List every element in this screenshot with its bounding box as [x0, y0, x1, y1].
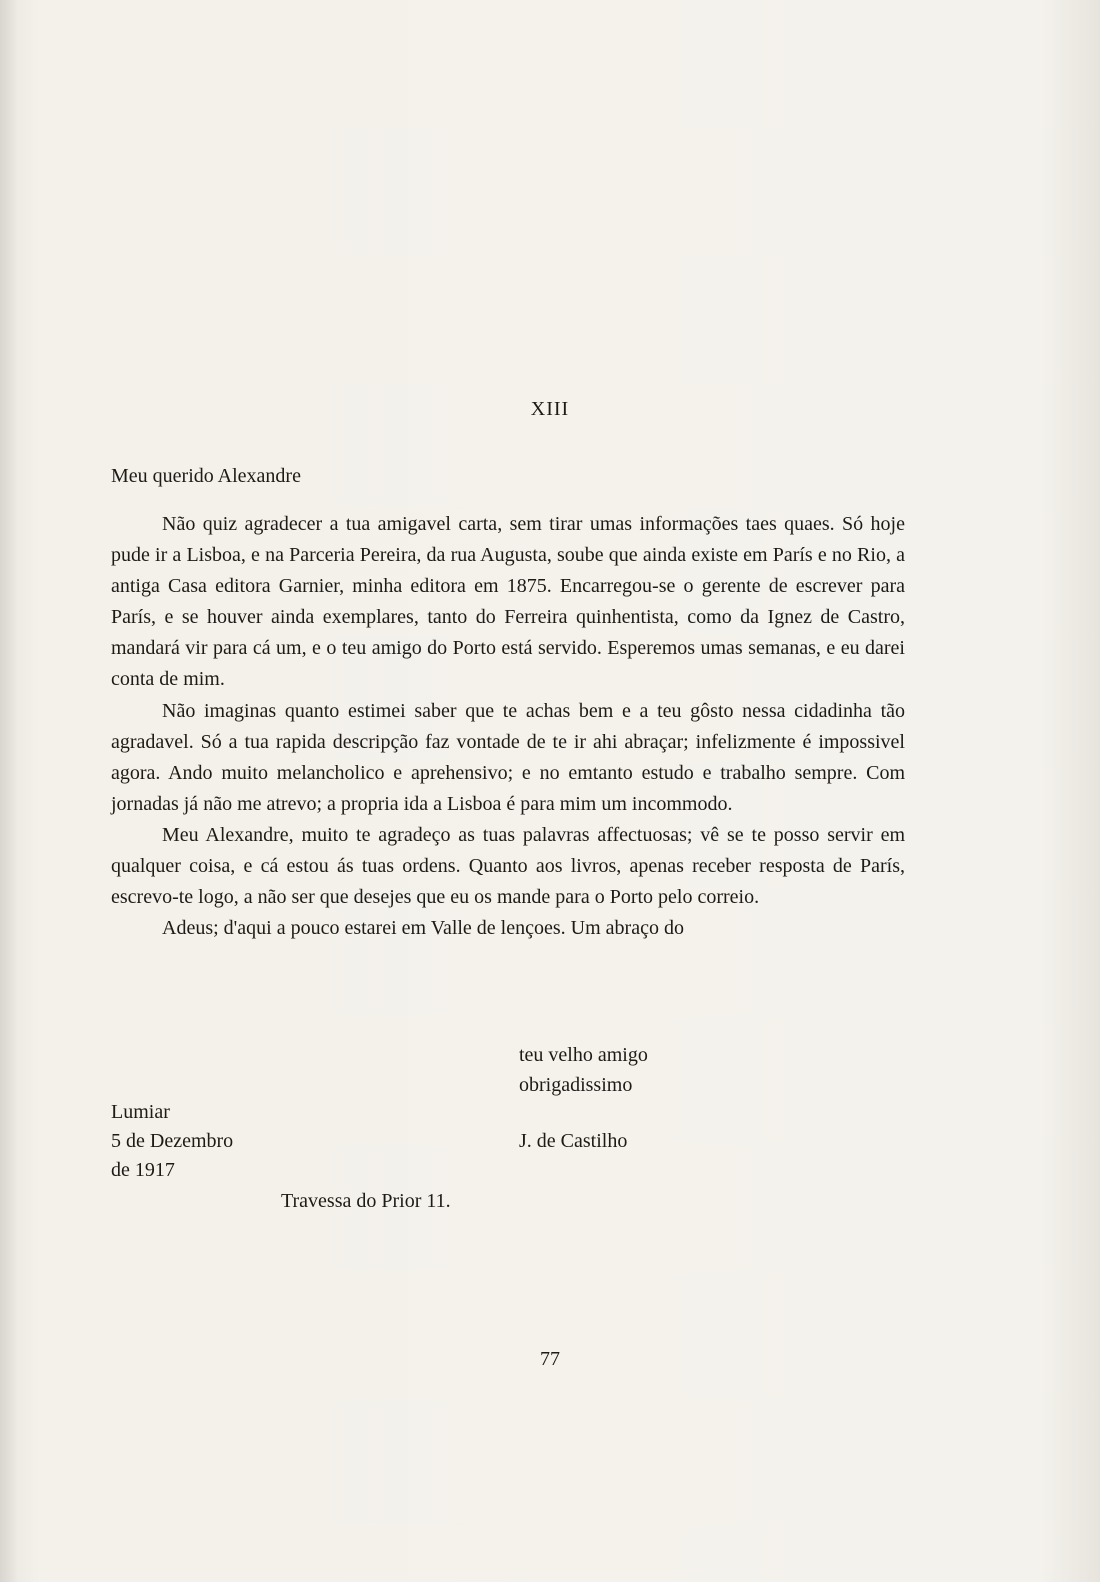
place: Lumiar [111, 1101, 170, 1123]
paragraph: Não quiz agradecer a tua amigavel carta, sem tirar umas informações taes quaes. Só hoje pude ir a Lisboa, e na Parceria Pereira, da rua Augusta, soube que ainda existe em París e no Rio, a antiga Casa editora Garnier, minha editora em 1875. Encarregou-se o gerente de escrever para París, e se houver ainda exemplares, tanto do Ferreira quinhentista, como da Ignez de Castro, mandará vir para cá um, e o teu amigo do Porto está servido. Esperemos umas semanas, e eu darei conta de mim. [111, 513, 905, 691]
closing-phrase: teu velho amigo [519, 1044, 648, 1066]
salutation: Meu querido Alexandre [111, 465, 301, 487]
sender-address: Travessa do Prior 11. [281, 1190, 451, 1212]
signature: J. de Castilho [519, 1130, 628, 1152]
paragraph: Adeus; d'aqui a pouco estarei em Valle de lençoes. Um abraço do [162, 917, 684, 940]
spine-shadow [0, 0, 18, 1582]
date: 5 de Dezembro [111, 1130, 234, 1152]
date-year: de 1917 [111, 1159, 175, 1181]
closing-phrase: obrigadissimo [519, 1074, 633, 1096]
paragraph: Meu Alexandre, muito te agradeço as tuas palavras affectuosas; vê se te posso servir em qualquer coisa, e cá estou ás tuas ordens. Quanto aos livros, apenas receber resposta de París, escrevo-te logo, a não ser que desejes que eu os mande para o Porto pelo correio. [111, 823, 905, 909]
letter-body [111, 509, 905, 944]
paragraph: Não imaginas quanto estimei saber que te achas bem e a teu gôsto nessa cidadinha tão agradavel. Só a tua rapida descripção faz vontade de te ir ahi abraçar; infelizmente é impossivel agora. Ando muito melancholico e aprehensivo; e no emtanto estudo e trabalho sempre. Com jornadas já não me atrevo; a propria ida a Lisboa é para mim um incommodo. [111, 699, 905, 815]
page-number: 77 [540, 1348, 560, 1370]
letter-number-heading: XIII [530, 398, 570, 420]
